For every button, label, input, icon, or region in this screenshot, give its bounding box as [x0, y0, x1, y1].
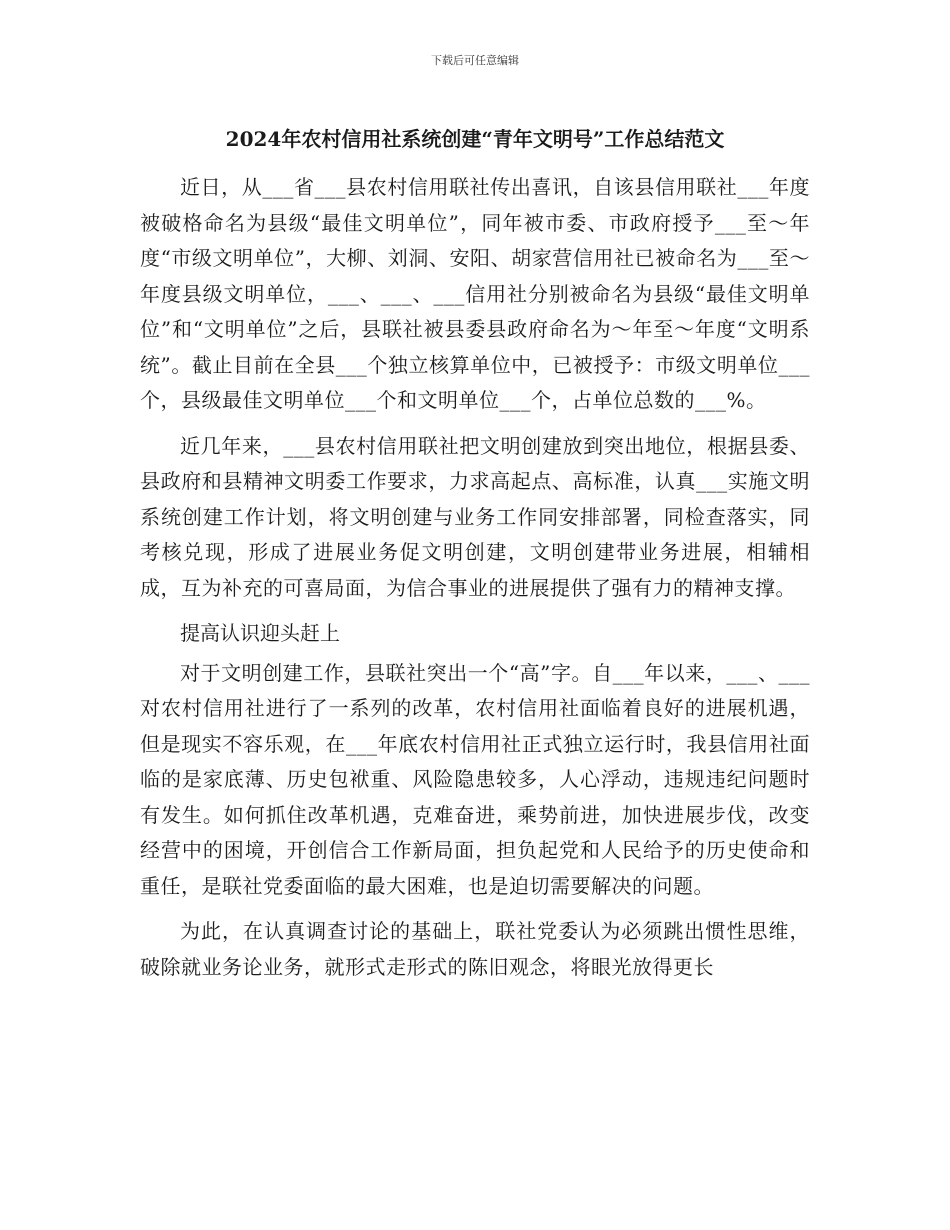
section-heading: 提高认识迎头赶上 — [180, 621, 340, 645]
document-body — [140, 170, 810, 995]
paragraph-3: 对于文明创建工作，县联社突出一个“高”字。自___年以来，___、___对农村信用社进行了一系列的改革，农村信用社面临着良好的进展机遇，但是现实不容乐观，在___年底农村信用社正式独立运行时，我县信用社面临的是家底薄、历史包袱重、风险隐患较多，人心浮动，违规违纪问题时有发生。如何抓住改革机遇，克难奋进，乘势前进，加快进展步伐，改变经营中的困境，开创信合工作新局面，担负起党和人民给予的历史使命和重任，是联社党委面临的最大困难，也是迫切需要解决的问题。 — [140, 660, 810, 898]
paragraph-4: 为此，在认真调查讨论的基础上，联社党委认为必须跳出惯性思维，破除就业务论业务，就形式走形式的陈旧观念，将眼光放得更长 — [140, 919, 810, 979]
paragraph-2: 近几年来，___县农村信用联社把文明创建放到突出地位，根据县委、县政府和县精神文明委工作要求，力求高起点、高标准，认真___实施文明系统创建工作计划，将文明创建与业务工作同安排部署，同检查落实，同考核兑现，形成了进展业务促文明创建，文明创建带业务进展，相辅相成，互为补充的可喜局面，为信合事业的进展提供了强有力的精神支撑。 — [140, 433, 810, 600]
paragraph-1: 近日，从___省___县农村信用联社传出喜讯，自该县信用联社___年度被破格命名为县级“最佳文明单位”，同年被市委、市政府授予___至～年度“市级文明单位”，大柳、刘洞、安阳、胡家营信用社已被命名为___至～年度县级文明单位，___、___、___信用社分别被命名为县级“最佳文明单位”和“文明单位”之后，县联社被县委县政府命名为～年至～年度“文明系统”。截止目前在全县___个独立核算单位中，已被授予：市级文明单位___个，县级最佳文明单位___个和文明单位___个，占单位总数的___%。 — [140, 175, 810, 412]
page-header-note: 下载后可任意编辑 — [431, 54, 519, 67]
document-title: 2024年农村信用社系统创建“青年文明号”工作总结范文 — [225, 127, 725, 151]
